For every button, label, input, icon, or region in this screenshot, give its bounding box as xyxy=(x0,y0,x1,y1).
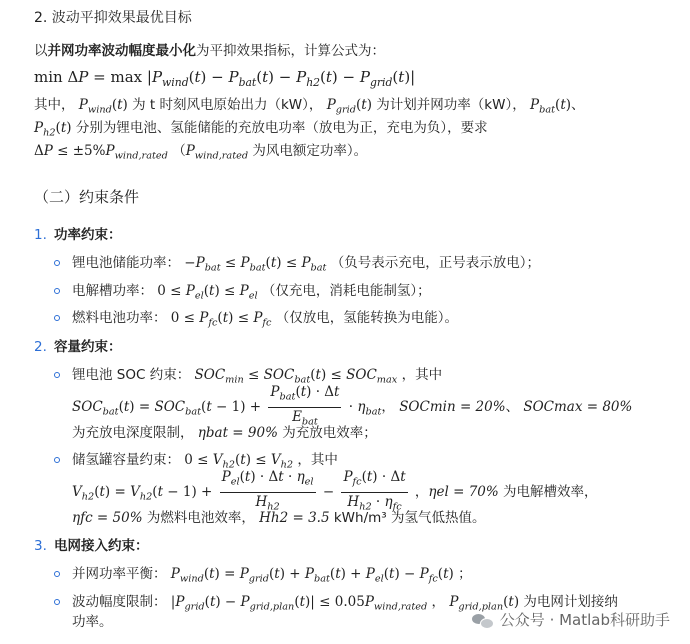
watermark-text: 公众号 · Matlab科研助手 xyxy=(499,611,670,629)
goal-desc-line2: $P_{h2}(t)$ 分别为锂电池、氢能储能的充放电功率（放电为正，充电为负），要求 xyxy=(34,120,488,139)
bullet-h2-tank-constraint: 储氢罐容量约束： $0 \le V_{h2}(t) \le V_{h2}$ ，其中 xyxy=(72,452,338,471)
bullet-electrolyzer-power: 电解槽功率： $0 \le P_{el}(t) \le P_{el}$ （仅充电，消耗电能制氢）； xyxy=(72,283,431,302)
h2-volume-formula: $V_{h2}(t) = V_{h2}(t - 1)$ + $\frac{P_{el}(t) \cdot \Delta t \cdot \eta_{el}}{H_{h2}}$ − $\frac{P_{fc}(t) \cdot \Delta t}{H_{h2} \cdot \eta_{fc}}$ ，ηel = 70% 为电解槽效率， xyxy=(72,469,598,513)
section-heading-goal: 2. 波动平抑效果最优目标 xyxy=(34,10,192,26)
soc-desc: 为充放电深度限制， ηbat = 90% 为充放电效率； xyxy=(72,425,377,441)
bullet-marker xyxy=(54,260,60,266)
watermark xyxy=(472,609,670,630)
bullet-soc-constraint: 锂电池 SOC 约束： $SOC_{min} \le SOC_{bat}(t) \le SOC_{max}$ ，其中 xyxy=(72,367,443,386)
bullet-fluctuation-limit: 波动幅度限制： $|P_{grid}(t) - P_{grid,plan}(t)| \le 0.05P_{wind,rated}$ ， $P_{grid,plan}(t)$ 为电网计划接纳 xyxy=(72,594,618,613)
bullet-marker xyxy=(54,571,60,577)
goal-desc-line1: 其中， $P_{wind}(t)$ 为 t 时刻风电原始出力（kW）， $P_{grid}(t)$ 为计划并网功率（kW）， $P_{bat}(t)$、 xyxy=(34,97,585,116)
bullet-marker xyxy=(54,372,60,378)
goal-intro: 以并网功率波动幅度最小化为平抑效果指标，计算公式为： xyxy=(34,43,385,59)
h2-desc: ηfc = 50% 为燃料电池效率， Hh2 = 3.5 kWh/m³ 为氢气低热值。 xyxy=(72,510,486,526)
fluctuation-limit-tail: 功率。 xyxy=(72,614,113,630)
wechat-icon xyxy=(472,612,494,628)
bullet-marker xyxy=(54,599,60,605)
goal-formula: $\min \Delta P = \max |P_{wind}(t) - P_{bat}(t) - P_{h2}(t) - P_{grid}(t)|$ xyxy=(34,68,416,89)
bullet-marker xyxy=(54,288,60,294)
bullet-marker xyxy=(54,315,60,321)
constraint-item-power: 1. 功率约束： xyxy=(34,227,122,243)
constraint-item-grid: 3. 电网接入约束： xyxy=(34,538,149,554)
bullet-battery-power: 锂电池储能功率： $-P_{bat} \le P_{bat}(t) \le P_{bat}$ （负号表示充电，正号表示放电）； xyxy=(72,255,540,274)
section-heading-constraints: （二）约束条件 xyxy=(34,188,140,206)
goal-desc-line3: $\Delta P \le \pm 5\%P_{wind,rated}$ （$P_{wind,rated}$ 为风电额定功率）。 xyxy=(34,143,368,162)
constraint-item-capacity: 2. 容量约束： xyxy=(34,339,122,355)
bullet-grid-balance: 并网功率平衡： $P_{wind}(t) = P_{grid}(t) + P_{bat}(t) + P_{el}(t) - P_{fc}(t)$ ； xyxy=(72,566,472,585)
soc-formula: $SOC_{bat}(t) = SOC_{bat}(t - 1)$ + $\frac{P_{bat}(t) \cdot \Delta t}{E_{bat}}$ · $\eta_{bat}$， SOCmin = 20%、 SOCmax = 80% xyxy=(72,384,633,428)
bullet-fuelcell-power: 燃料电池功率： $0 \le P_{fc}(t) \le P_{fc}$ （仅放电，氢能转换为电能）。 xyxy=(72,310,458,329)
bullet-marker xyxy=(54,457,60,463)
